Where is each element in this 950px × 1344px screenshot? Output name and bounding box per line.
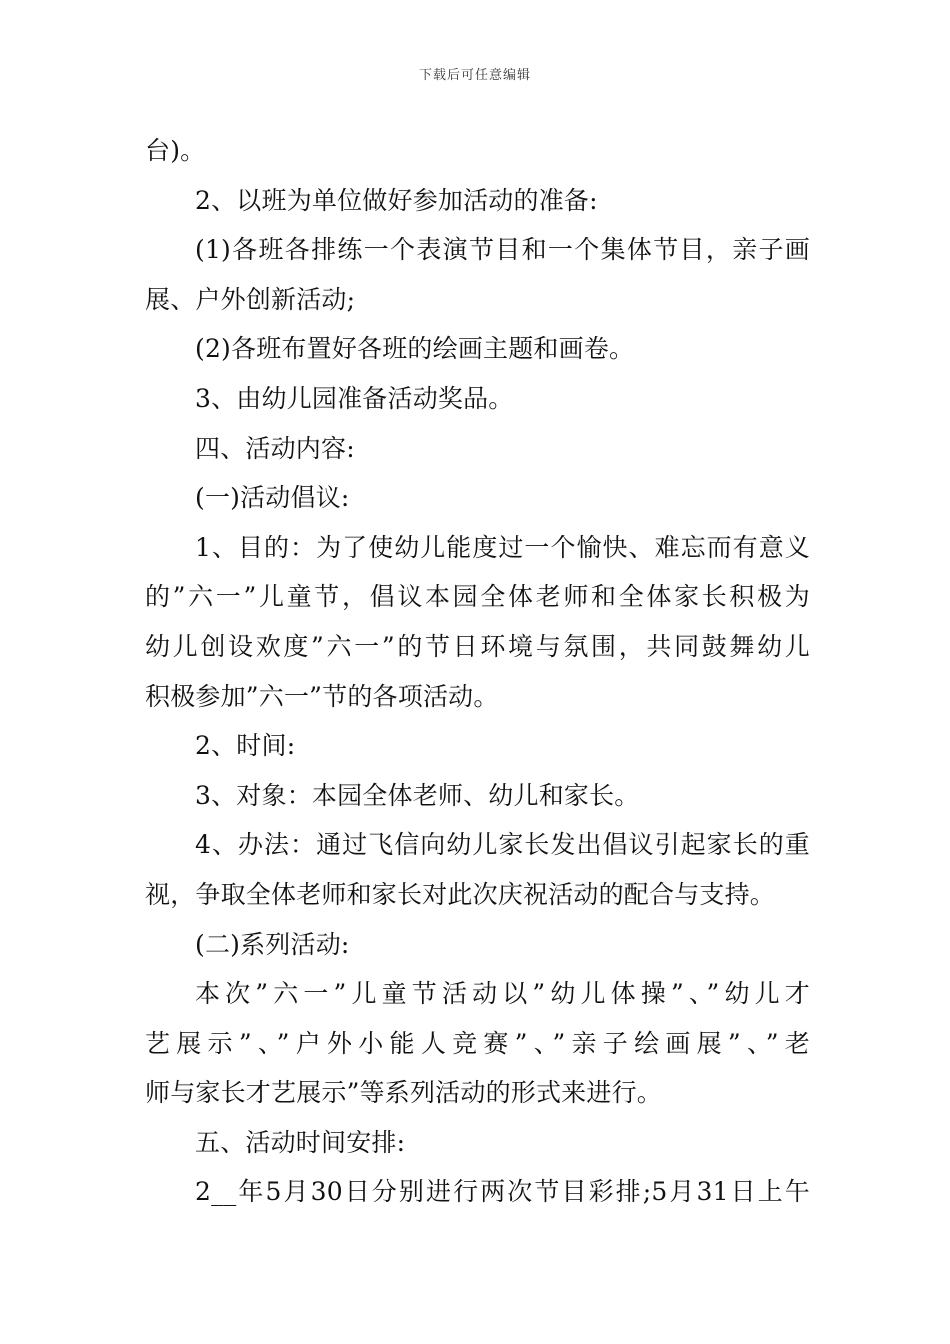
- text-line: 3、对象：本园全体老师、幼儿和家长。: [195, 780, 640, 810]
- text-line: 2、以班为单位做好参加活动的准备:: [195, 185, 598, 215]
- page-header-note: 下载后可任意编辑: [418, 68, 531, 83]
- document-body: [145, 126, 810, 1217]
- text-line: (一)活动倡议:: [195, 483, 350, 513]
- text-line: 本次”六一”儿童节活动以”幼儿体操”、”幼儿才: [195, 979, 810, 1009]
- text-line: 艺展示”、”户外小能人竞赛”、”亲子绘画展”、”老: [145, 1028, 810, 1058]
- text-line: (二)系列活动:: [195, 929, 350, 959]
- text-line: 1、目的：为了使幼儿能度过一个愉快、难忘而有意义: [195, 532, 810, 562]
- text-line: 积极参加”六一”节的各项活动。: [145, 681, 499, 711]
- text-line: (1)各班各排练一个表演节目和一个集体节目，亲子画: [195, 235, 810, 265]
- text-line: 3、由幼儿园准备活动奖品。: [195, 383, 514, 413]
- text-line: 五、活动时间安排:: [195, 1127, 406, 1157]
- text-line: 4、办法：通过飞信向幼儿家长发出倡议引起家长的重: [195, 830, 810, 860]
- text-line: (2)各班布置好各班的绘画主题和画卷。: [195, 334, 635, 364]
- text-line: 四、活动内容:: [195, 433, 355, 463]
- text-line: 台)。: [145, 136, 206, 165]
- text-line: 2、时间:: [195, 731, 296, 761]
- text-line: 视，争取全体老师和家长对此次庆祝活动的配合与支持。: [145, 879, 776, 909]
- text-line: 幼儿创设欢度”六一”的节日环境与氛围，共同鼓舞幼儿: [145, 631, 810, 661]
- text-line: 的”六一”儿童节，倡议本园全体老师和全体家长积极为: [145, 582, 810, 612]
- text-line: 展、户外创新活动;: [145, 284, 356, 314]
- text-line: 师与家长才艺展示”等系列活动的形式来进行。: [145, 1078, 662, 1108]
- text-line: 2__年5月30日分别进行两次节目彩排;5月31日上午: [195, 1177, 810, 1207]
